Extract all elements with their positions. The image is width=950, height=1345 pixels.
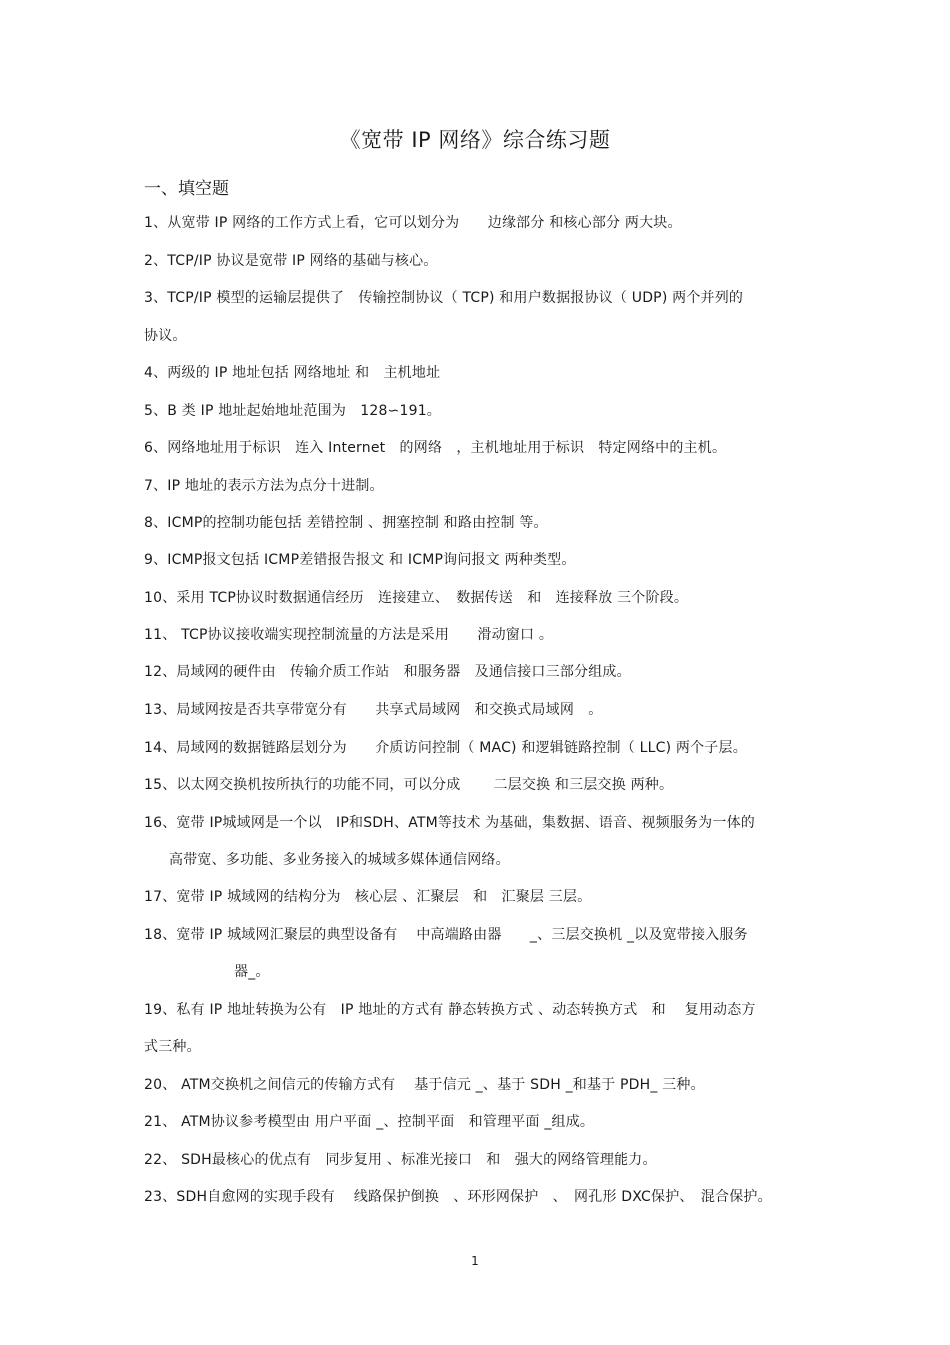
question-line: 9、ICMP报文包括 ICMP差错报告报文 和 ICMP询问报文 两种类型。 — [144, 552, 576, 568]
question-line: 6、网络地址用于标识 连入 Internet 的网络 ，主机地址用于标识 特定网络中的主机。 — [144, 440, 727, 456]
question-line: 10、采用 TCP协议时数据通信经历 连接建立、 数据传送 和 连接释放 三个阶段。 — [144, 590, 689, 606]
question-line: 4、两级的 IP 地址包括 网络地址 和 主机地址 — [144, 365, 441, 381]
section-heading: 一、填空题 — [144, 179, 229, 199]
question-line-continuation: 器_。 — [234, 964, 270, 980]
question-line: 8、ICMP的控制功能包括 差错控制 、拥塞控制 和路由控制 等。 — [144, 515, 548, 531]
question-line: 5、B 类 IP 地址起始地址范围为 128∽191。 — [144, 403, 442, 419]
question-line: 16、宽带 IP城域网是一个以 IP和SDH、ATM等技术 为基础，集数据、语音、视频服务为一体的 — [144, 815, 755, 831]
question-line: 22、 SDH最核心的优点有 同步复用 、标准光接口 和 强大的网络管理能力。 — [144, 1152, 657, 1168]
question-line-continuation: 式三种。 — [144, 1039, 201, 1055]
question-line: 2、TCP/IP 协议是宽带 IP 网络的基础与核心。 — [144, 253, 438, 269]
page-number: 1 — [471, 1254, 479, 1268]
question-line: 13、局域网按是否共享带宽分有 共享式局域网 和交换式局域网 。 — [144, 702, 603, 718]
question-line: 3、TCP/IP 模型的运输层提供了 传输控制协议（ TCP) 和用户数据报协议（ UDP) 两个并列的 — [144, 290, 744, 306]
question-line: 23、SDH自愈网的实现手段有 线路保护倒换 、环形网保护 、 网孔形 DXC保护、 混合保护。 — [144, 1189, 772, 1205]
question-line: 12、局域网的硬件由 传输介质工作站 和服务器 及通信接口三部分组成。 — [144, 664, 631, 680]
question-line: 11、 TCP协议接收端实现控制流量的方法是采用 滑动窗口 。 — [144, 627, 554, 643]
question-line-continuation: 协议。 — [144, 328, 187, 344]
question-line: 15、以太网交换机按所执行的功能不同，可以分成 二层交换 和三层交换 两种。 — [144, 777, 674, 793]
question-line: 18、宽带 IP 城域网汇聚层的典型设备有 中高端路由器 _、三层交换机 _以及宽带接入服务 — [144, 927, 748, 943]
question-line: 17、宽带 IP 城域网的结构分为 核心层 、汇聚层 和 汇聚层 三层。 — [144, 889, 592, 905]
document-title: 《宽带 IP 网络》综合练习题 — [339, 128, 611, 152]
question-line: 14、局域网的数据链路层划分为 介质访问控制（ MAC) 和逻辑链路控制（ LLC) 两个子层。 — [144, 740, 747, 756]
question-line: 21、 ATM协议参考模型由 用户平面 _、控制平面 和管理平面 _组成。 — [144, 1114, 595, 1130]
question-line: 7、IP 地址的表示方法为点分十进制。 — [144, 478, 384, 494]
question-line: 19、私有 IP 地址转换为公有 IP 地址的方式有 静态转换方式 、动态转换方式 和 复用动态方 — [144, 1002, 756, 1018]
question-line: 20、 ATM交换机之间信元的传输方式有 基于信元 _、基于 SDH _和基于 PDH_ 三种。 — [144, 1077, 705, 1093]
question-line-continuation: 高带宽、多功能、多业务接入的城域多媒体通信网络。 — [169, 852, 510, 868]
question-line: 1、从宽带 IP 网络的工作方式上看，它可以划分为 边缘部分 和核心部分 两大块。 — [144, 215, 682, 231]
